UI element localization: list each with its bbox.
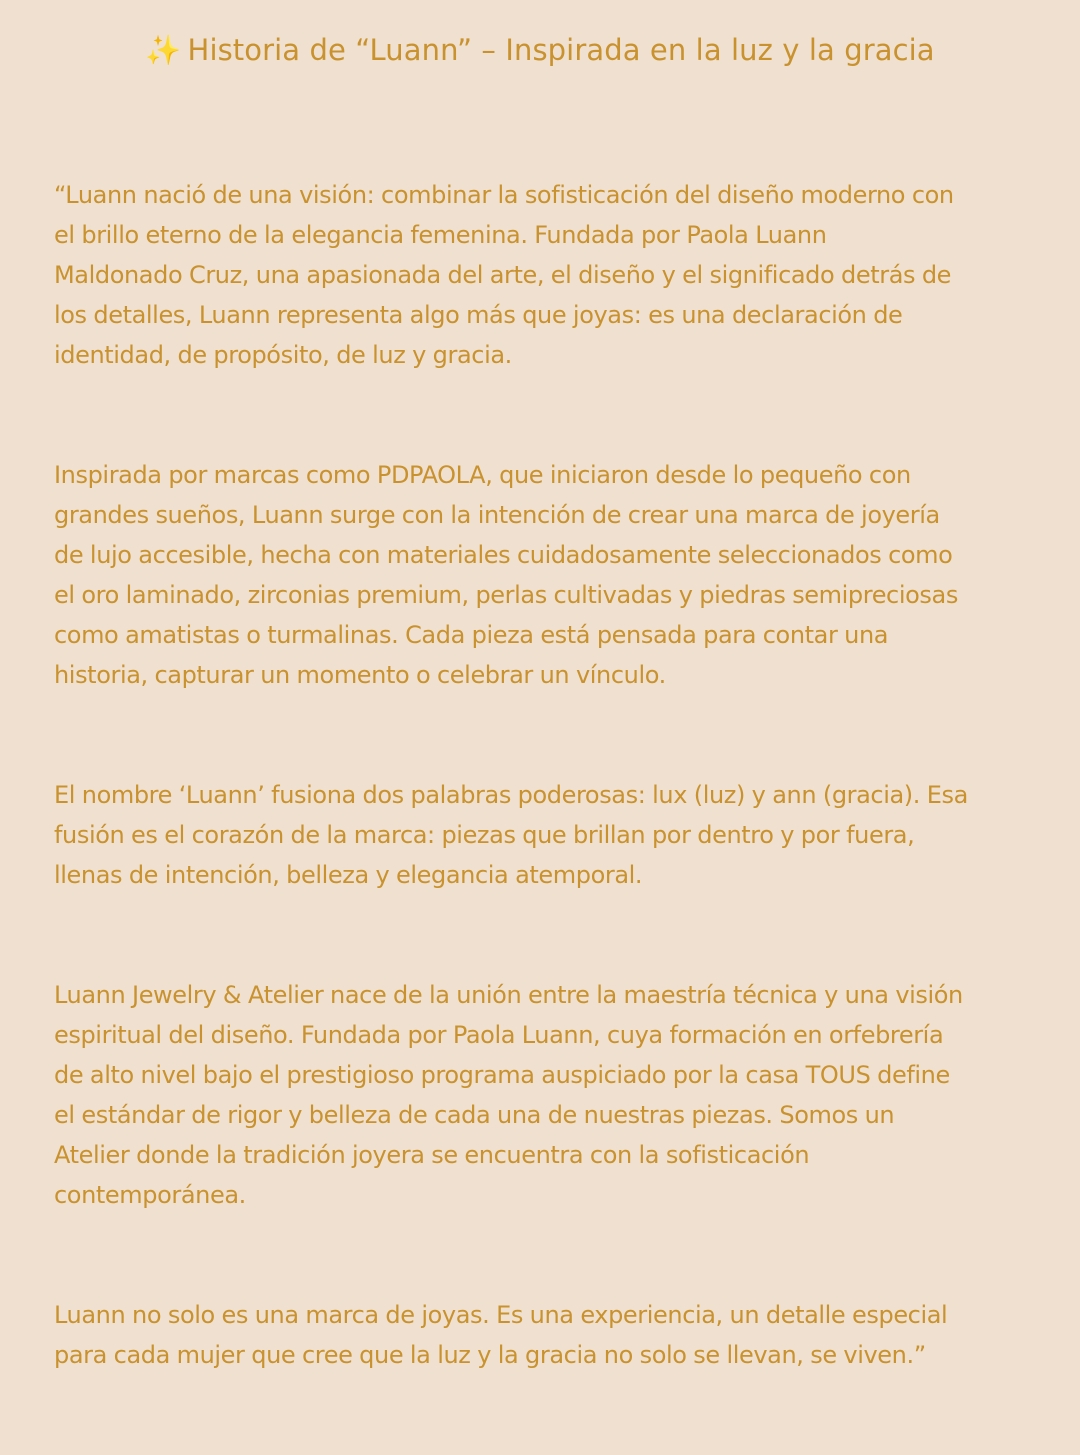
story-paragraph-3: El nombre ‘Luann’ fusiona dos palabras poderosas: lux (luz) y ann (gracia). Esa fusión es el corazón de la marca: piezas que brillan por dentro y por fuera, llenas de intención, belleza y elegancia atemporal.: [54, 781, 968, 889]
story-paragraph-5: Luann no solo es una marca de joyas. Es una experiencia, un detalle especial para cada mujer que cree que la luz y la gracia no solo se llevan, se viven.”: [54, 1301, 948, 1369]
page-title-text: Historia de “Luann” – Inspirada en la luz y la gracia: [187, 33, 935, 67]
story-paragraph-2: Inspirada por marcas como PDPAOLA, que iniciaron desde lo pequeño con grandes sueños, Luann surge con la intención de crear una marca de joyería de lujo accesible, hecha con materiales cuidadosamente seleccionados como el oro laminado, zirconias premium, perlas cultivadas y piedras semipreciosas como amatistas o turmalinas. Cada pieza está pensada para contar una historia, capturar un momento o celebrar un vínculo.: [54, 461, 958, 689]
story-body: [54, 135, 1034, 1455]
page-title: [0, 30, 1080, 70]
story-paragraph-1: “Luann nació de una visión: combinar la sofisticación del diseño moderno con el brillo eterno de la elegancia femenina. Fundada por Paola Luann Maldonado Cruz, una apasionada del arte, el diseño y el significado detrás de los detalles, Luann representa algo más que joyas: es una declaración de identidad, de propósito, de luz y gracia.: [54, 181, 954, 369]
story-paragraph-4: Luann Jewelry & Atelier nace de la unión entre la maestría técnica y una visión espiritual del diseño. Fundada por Paola Luann, cuya formación en orfebrería de alto nivel bajo el prestigioso programa auspiciado por la casa TOUS define el estándar de rigor y belleza de cada una de nuestras piezas. Somos un Atelier donde la tradición joyera se encuentra con la sofisticación contemporánea.: [54, 981, 963, 1209]
sparkles-icon: ✨: [145, 33, 182, 67]
